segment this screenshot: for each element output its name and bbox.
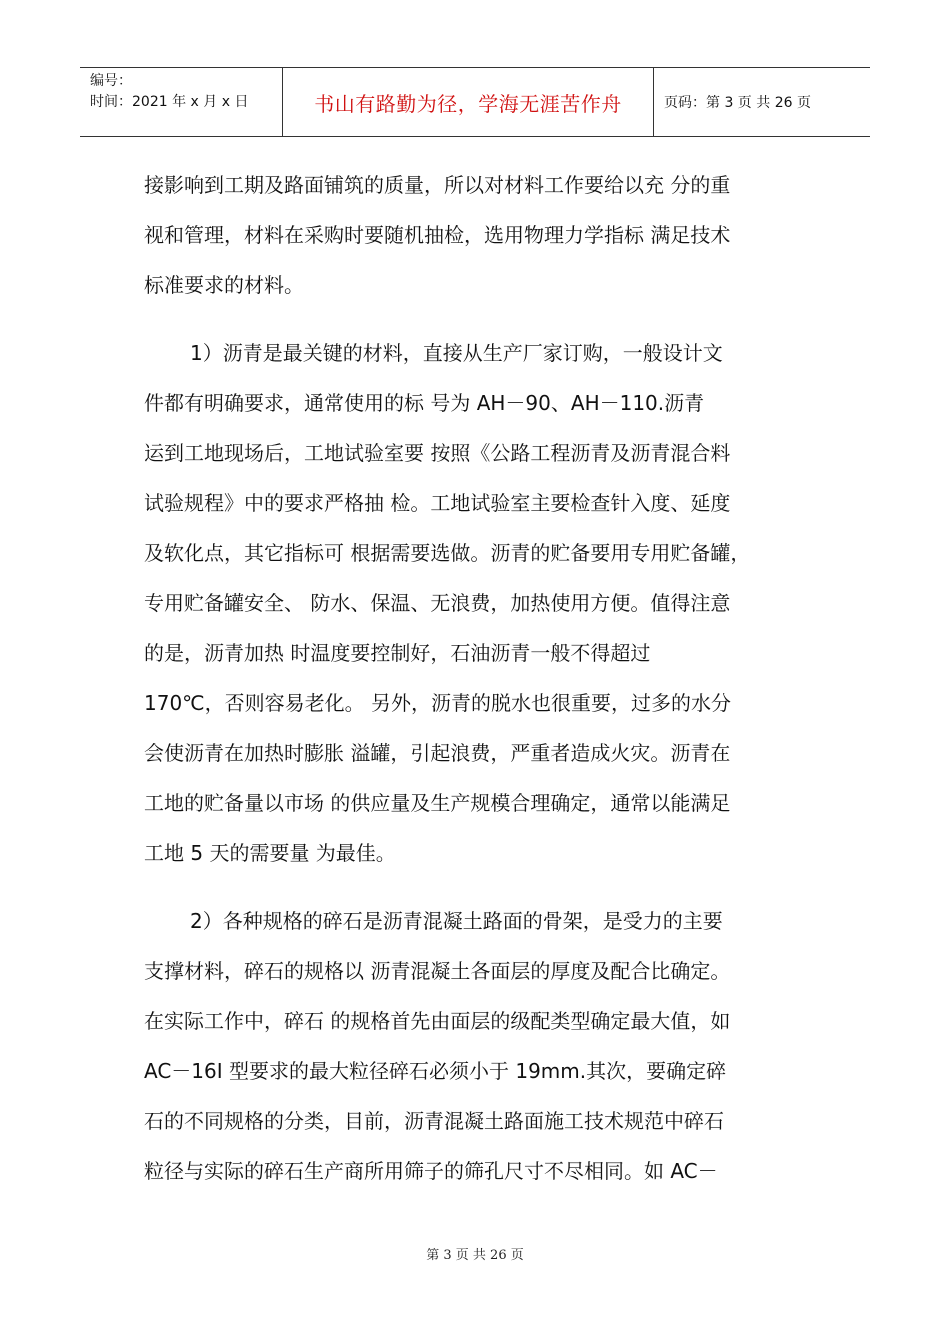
paragraph-asphalt: [144, 328, 824, 878]
text-line: 及软化点，其它指标可 根据需要选做。沥青的贮备要用专用贮备罐，: [144, 541, 751, 565]
paragraph-intro: [144, 160, 824, 310]
text-line: 标准要求的材料。: [144, 273, 304, 297]
document-body: [144, 160, 824, 1196]
header-page-info: 页码：第 3 页 共 26 页: [664, 95, 811, 111]
paragraph-gravel: [144, 896, 824, 1196]
page-header: [80, 67, 870, 137]
text-line: 石的不同规格的分类，目前，沥青混凝土路面施工技术规范中碎石: [144, 1109, 724, 1133]
text-line: 支撑材料，碎石的规格以 沥青混凝土各面层的厚度及配合比确定。: [144, 959, 731, 983]
header-meta: [80, 68, 282, 136]
text-line: 件都有明确要求，通常使用的标 号为 AH－90、AH－110.沥青: [144, 391, 705, 415]
text-line: 在实际工作中，碎石 的规格首先由面层的级配类型确定最大值，如: [144, 1009, 731, 1033]
text-line: 1）沥青是最关键的材料，直接从生产厂家订购，一般设计文: [190, 341, 723, 365]
text-line: 试验规程》中的要求严格抽 检。工地试验室主要检查针入度、延度: [144, 491, 731, 515]
text-line: 工地的贮备量以市场 的供应量及生产规模合理确定，通常以能满足: [144, 791, 731, 815]
page-footer: 第 3 页 共 26 页: [426, 1248, 524, 1263]
header-motto: 书山有路勤为径，学海无涯苦作舟: [282, 68, 654, 136]
text-line: 2）各种规格的碎石是沥青混凝土路面的骨架，是受力的主要: [190, 909, 723, 933]
text-line: 170℃，否则容易老化。 另外，沥青的脱水也很重要，过多的水分: [144, 691, 731, 715]
text-line: 会使沥青在加热时膨胀 溢罐，引起浪费，严重者造成火灾。沥青在: [144, 741, 731, 765]
text-line: 的是，沥青加热 时温度要控制好，石油沥青一般不得超过: [144, 641, 651, 665]
text-line: 接影响到工期及路面铺筑的质量，所以对材料工作要给以充 分的重: [144, 173, 731, 197]
text-line: 视和管理，材料在采购时要随机抽检，选用物理力学指标 满足技术: [144, 223, 731, 247]
number-label: 编号：: [90, 73, 132, 89]
text-line: 工地 5 天的需要量 为最佳。: [144, 841, 396, 865]
text-line: 专用贮备罐安全、 防水、保温、无浪费，加热使用方便。值得注意: [144, 591, 731, 615]
date-label: 时间：2021 年 x 月 x 日: [90, 94, 249, 110]
text-line: 运到工地现场后，工地试验室要 按照《公路工程沥青及沥青混合料: [144, 441, 731, 465]
text-line: 粒径与实际的碎石生产商所用筛子的筛孔尺寸不尽相同。如 AC－: [144, 1159, 718, 1183]
text-line: AC－16I 型要求的最大粒径碎石必须小于 19mm.其次，要确定碎: [144, 1059, 727, 1083]
